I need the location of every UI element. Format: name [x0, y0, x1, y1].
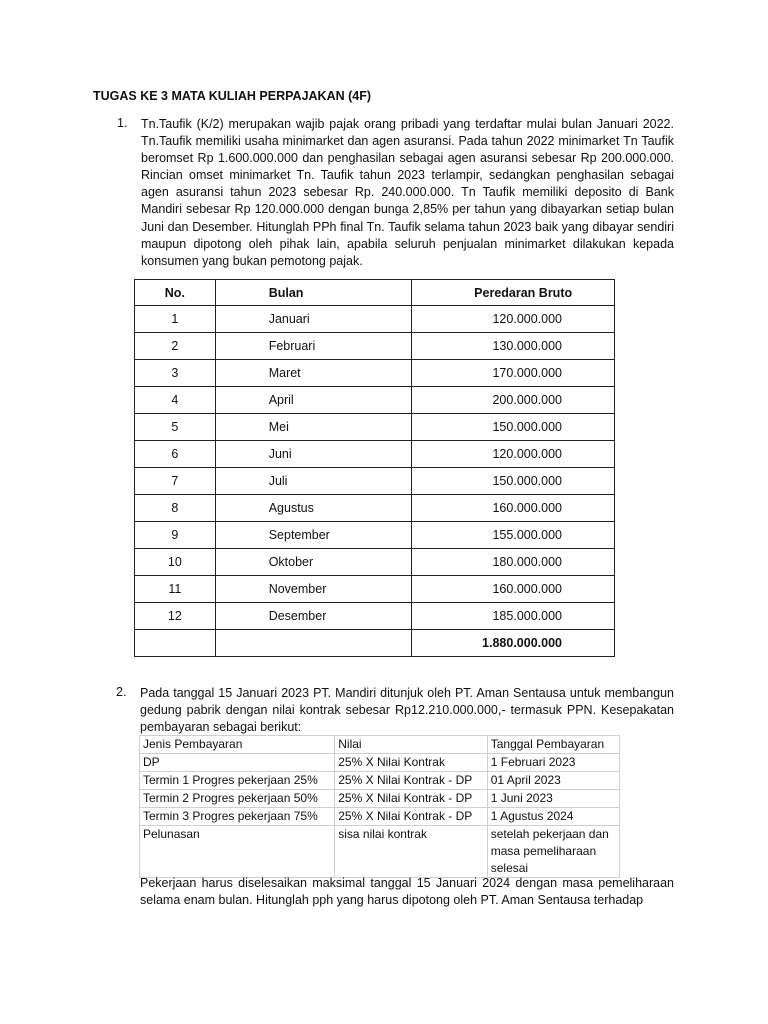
cell-bulan: Agustus — [215, 495, 412, 522]
item-2-text: Pada tanggal 15 Januari 2023 PT. Mandiri ditunjuk oleh PT. Aman Sentausa untuk membangun gedung pabrik dengan nilai kontrak sebesar Rp12.210.000.000,- termasuk PPN. Kesepakatan pembayaran sebagai berikut: — [140, 686, 674, 735]
cell-no: 11 — [135, 576, 216, 603]
cell-nilai: 25% X Nilai Kontrak - DP — [335, 808, 487, 826]
cell-tanggal-pembayaran: 1 Februari 2023 — [487, 754, 619, 772]
document-title: TUGAS KE 3 MATA KULIAH PERPAJAKAN (4F) — [93, 89, 372, 103]
cell-bulan: Juni — [215, 441, 412, 468]
table-row — [135, 522, 615, 549]
item-1-text: Tn.Taufik (K/2) merupakan wajib pajak orang pribadi yang terdaftar mulai bulan Januari 2022. Tn.Taufik memiliki usaha minimarket dan agen asuransi. Pada tahun 2022 minimarket Tn Taufik beromset Rp 1.600.000.000 dan penghasilan sebagai agen asuransi sebesar Rp 200.000.000. Rincian omset minimarket Tn. Taufik tahun 2023 terlampir, sedangkan penghasilan sebagai agen asuransi tahun 2023 sebesar Rp. 240.000.000. Tn Taufik memiliki deposito di Bank Mandiri sebesar Rp 120.000.000 dengan bunga 2,85% per tahun yang dibayarkan setiap bulan Juni dan Desember. Hitunglah PPh final Tn. Taufik selama tahun 2023 baik yang dibayar sendiri maupun dipotong oleh pihak lain, apabila seluruh penjualan minimarket dilakukan kepada konsumen yang bukan pemotong pajak. — [141, 117, 674, 268]
cell-peredaran-bruto: 170.000.000 — [412, 360, 615, 387]
table-row — [140, 754, 620, 772]
cell-no: 4 — [135, 387, 216, 414]
item-2-followup-text: Pekerjaan harus diselesaikan maksimal tanggal 15 Januari 2024 dengan masa pemeliharaan selama enam bulan. Hitunglah pph yang harus dipotong oleh PT. Aman Sentausa terhadap — [140, 876, 674, 908]
header-jenis-pembayaran: Jenis Pembayaran — [140, 736, 335, 754]
table-row — [135, 576, 615, 603]
cell-jenis-pembayaran: Termin 1 Progres pekerjaan 25% — [140, 772, 335, 790]
cell-bulan: Februari — [215, 333, 412, 360]
table-row — [135, 333, 615, 360]
cell-bulan: November — [215, 576, 412, 603]
total-row — [135, 630, 615, 657]
header-peredaran-bruto: Peredaran Bruto — [412, 280, 615, 306]
table-row — [140, 772, 620, 790]
cell-bulan: September — [215, 522, 412, 549]
monthly-revenue-table — [134, 279, 615, 657]
table-row — [135, 495, 615, 522]
header-nilai: Nilai — [335, 736, 487, 754]
cell-peredaran-bruto: 130.000.000 — [412, 333, 615, 360]
cell-peredaran-bruto: 150.000.000 — [412, 414, 615, 441]
cell-tanggal-pembayaran: 01 April 2023 — [487, 772, 619, 790]
total-empty-cell — [135, 630, 216, 657]
table-row — [135, 306, 615, 333]
cell-nilai: 25% X Nilai Kontrak - DP — [335, 790, 487, 808]
header-bulan: Bulan — [215, 280, 412, 306]
cell-no: 8 — [135, 495, 216, 522]
cell-tanggal-pembayaran: setelah pekerjaan dan masa pemeliharaan selesai — [487, 826, 619, 878]
cell-bulan: Maret — [215, 360, 412, 387]
cell-peredaran-bruto: 200.000.000 — [412, 387, 615, 414]
cell-jenis-pembayaran: Termin 3 Progres pekerjaan 75% — [140, 808, 335, 826]
cell-peredaran-bruto: 120.000.000 — [412, 441, 615, 468]
cell-nilai: 25% X Nilai Kontrak — [335, 754, 487, 772]
cell-no: 2 — [135, 333, 216, 360]
cell-no: 6 — [135, 441, 216, 468]
cell-peredaran-bruto: 185.000.000 — [412, 603, 615, 630]
item-1-number: 1. — [117, 116, 128, 130]
cell-no: 7 — [135, 468, 216, 495]
cell-no: 9 — [135, 522, 216, 549]
table-row — [135, 387, 615, 414]
cell-tanggal-pembayaran: 1 Juni 2023 — [487, 790, 619, 808]
total-value: 1.880.000.000 — [412, 630, 615, 657]
cell-peredaran-bruto: 120.000.000 — [412, 306, 615, 333]
cell-no: 5 — [135, 414, 216, 441]
table-header-row — [140, 736, 620, 754]
cell-jenis-pembayaran: DP — [140, 754, 335, 772]
header-tanggal-pembayaran: Tanggal Pembayaran — [487, 736, 619, 754]
table-row — [140, 826, 620, 878]
cell-bulan: Juli — [215, 468, 412, 495]
table-row — [135, 468, 615, 495]
total-empty-cell — [215, 630, 412, 657]
table-row — [135, 414, 615, 441]
table-row — [135, 549, 615, 576]
item-2-number: 2. — [116, 685, 127, 699]
cell-jenis-pembayaran: Termin 2 Progres pekerjaan 50% — [140, 790, 335, 808]
table-row — [135, 360, 615, 387]
cell-bulan: Desember — [215, 603, 412, 630]
cell-jenis-pembayaran: Pelunasan — [140, 826, 335, 878]
header-no: No. — [135, 280, 216, 306]
cell-peredaran-bruto: 180.000.000 — [412, 549, 615, 576]
cell-bulan: Mei — [215, 414, 412, 441]
cell-peredaran-bruto: 160.000.000 — [412, 576, 615, 603]
cell-tanggal-pembayaran: 1 Agustus 2024 — [487, 808, 619, 826]
cell-no: 1 — [135, 306, 216, 333]
cell-nilai: 25% X Nilai Kontrak - DP — [335, 772, 487, 790]
cell-no: 12 — [135, 603, 216, 630]
table-row — [140, 790, 620, 808]
table-row — [135, 441, 615, 468]
cell-bulan: April — [215, 387, 412, 414]
cell-no: 10 — [135, 549, 216, 576]
cell-no: 3 — [135, 360, 216, 387]
table-row — [135, 603, 615, 630]
cell-peredaran-bruto: 155.000.000 — [412, 522, 615, 549]
cell-nilai: sisa nilai kontrak — [335, 826, 487, 878]
table-row — [140, 808, 620, 826]
cell-peredaran-bruto: 160.000.000 — [412, 495, 615, 522]
cell-bulan: Oktober — [215, 549, 412, 576]
cell-peredaran-bruto: 150.000.000 — [412, 468, 615, 495]
table-header-row — [135, 280, 615, 306]
cell-bulan: Januari — [215, 306, 412, 333]
payment-schedule-table — [139, 735, 620, 878]
